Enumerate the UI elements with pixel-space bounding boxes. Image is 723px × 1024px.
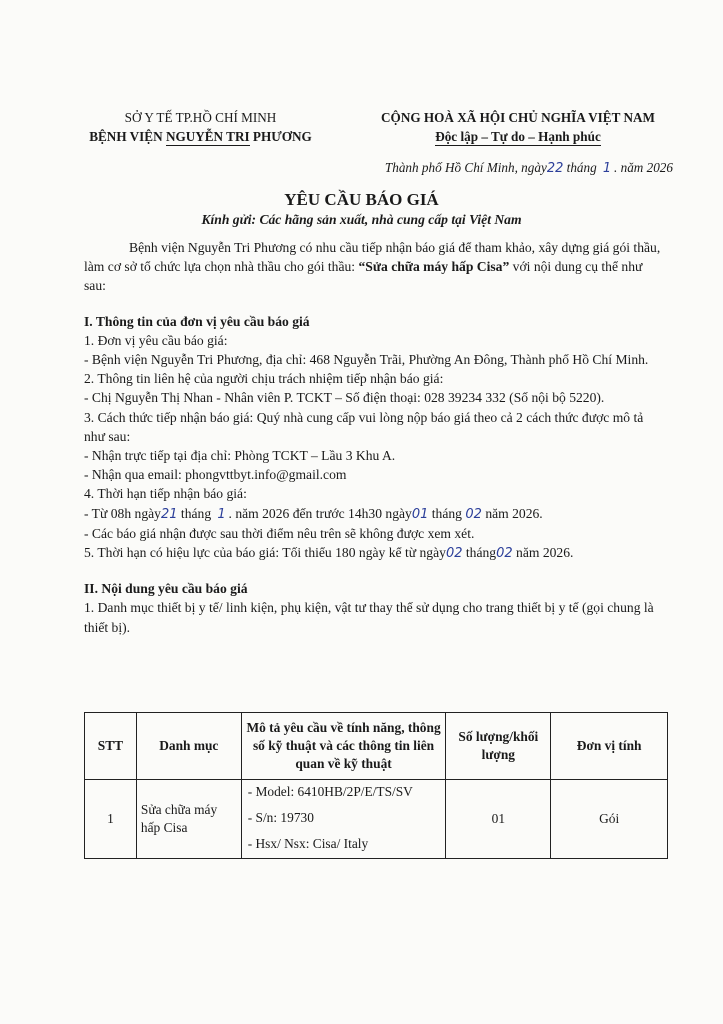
date-prefix: Thành phố Hồ Chí Minh, ngày (384, 160, 547, 175)
document-title: YÊU CẦU BÁO GIÁ (284, 190, 439, 209)
national-motto-text: Độc lập – Tự do – Hạnh phúc (435, 129, 601, 144)
section-1-item-2a: - Chị Nguyễn Thị Nhan - Nhân viên P. TCKT – Số điện thoại: 028 39234 332 (Số nội bộ 5220). (84, 390, 605, 406)
end-day-handwritten: 01 (411, 506, 429, 522)
document-recipient: Kính gửi: Các hãng sản xuất, nhà cung cấp tại Việt Nam (201, 212, 522, 227)
desc-model: - Model: 6410HB/2P/E/TS/SV (247, 784, 413, 799)
intro-text: Bệnh viện Nguyễn Tri Phương có nhu cầu tiếp nhận báo giá để tham khảo, xây dựng giá gói thầu, làm cơ sở tổ chức lựa chọn nhà thầu cho gói thầu: (84, 240, 661, 275)
start-month-handwritten: 1 (217, 506, 226, 522)
deadline-text-2: tháng (177, 505, 215, 521)
national-motto (360, 127, 676, 146)
validity-text-1: 5. Thời hạn có hiệu lực của báo giá: Tối thiểu 180 ngày kể từ ngày (84, 545, 446, 561)
table-header-row (85, 713, 668, 780)
deadline-text-1: - Từ 08h ngày (84, 505, 161, 521)
hospital-name-part1: BỆNH VIỆN (89, 129, 166, 144)
header-right (360, 108, 676, 146)
intro-paragraph (84, 238, 666, 296)
start-day-handwritten: 21 (160, 506, 178, 522)
section-2-item-1: 1. Danh mục thiết bị y tế/ linh kiện, phụ kiện, vật tư thay thế sử dụng cho trang thiết bị y tế (gọi chung là thiết bị). (84, 600, 654, 635)
header-unit: Đơn vị tính (551, 713, 668, 780)
package-name: “Sửa chữa máy hấp Cisa” (358, 259, 510, 275)
cell-item: Sửa chữa máy hấp Cisa (136, 780, 241, 859)
cell-quantity: 01 (446, 780, 551, 859)
deadline-text-5: năm 2026. (481, 505, 543, 521)
section-1-item-4b: - Các báo giá nhận được sau thời điểm nêu trên sẽ không được xem xét. (84, 525, 475, 541)
section-1-item-4: 4. Thời hạn tiếp nhận báo giá: (84, 486, 247, 502)
header-stt: STT (85, 713, 137, 780)
hospital-name-part3: PHƯƠNG (249, 129, 312, 144)
deadline-text-4: tháng (428, 505, 466, 521)
section-2-heading: II. Nội dung yêu cầu báo giá (84, 581, 248, 597)
cell-description (241, 780, 446, 859)
document-body (84, 238, 666, 637)
cell-unit: Gói (551, 780, 668, 859)
header-left (78, 108, 323, 146)
date-day-handwritten: 22 (546, 161, 564, 176)
deadline-text-3: . năm 2026 đến trước 14h30 ngày (228, 505, 412, 521)
equipment-table (84, 712, 668, 859)
section-1-item-3: 3. Cách thức tiếp nhận báo giá: Quý nhà cung cấp vui lòng nộp báo giá theo cả 2 cách thức được mô tả như sau: (84, 409, 644, 444)
hospital-name-underlined: NGUYỄN TRI (165, 129, 250, 144)
validity-text-2: tháng (462, 545, 497, 561)
section-1-item-3b: - Nhận qua email: phongvttbyt.info@gmail.com (84, 467, 347, 483)
national-title: CỘNG HOÀ XÃ HỘI CHỦ NGHĨA VIỆT NAM (381, 110, 655, 125)
header-item: Danh mục (136, 713, 241, 780)
section-1-item-3a: - Nhận trực tiếp tại địa chỉ: Phòng TCKT – Lầu 3 Khu A. (84, 448, 396, 464)
header-quantity: Số lượng/khối lượng (446, 713, 551, 780)
department-name: SỞ Y TẾ TP.HỒ CHÍ MINH (124, 110, 277, 125)
desc-manufacturer: - Hsx/ Nsx: Cisa/ Italy (247, 836, 369, 851)
desc-serial: - S/n: 19730 (247, 810, 314, 825)
section-1-item-5 (84, 543, 666, 563)
section-1-heading: I. Thông tin của đơn vị yêu cầu báo giá (84, 313, 310, 329)
cell-stt: 1 (85, 780, 137, 859)
section-1-item-2: 2. Thông tin liên hệ của người chịu trách nhiệm tiếp nhận báo giá: (84, 371, 444, 387)
section-1-item-1a: - Bệnh viện Nguyễn Tri Phương, địa chỉ: 468 Nguyễn Trãi, Phường An Đông, Thành phố Hồ Chí Minh. (84, 352, 649, 368)
date-year: . năm 2026 (614, 160, 673, 175)
hospital-name (78, 127, 323, 146)
date-month-handwritten: 1 (602, 161, 612, 176)
validity-text-3: năm 2026. (512, 545, 574, 561)
date-month-label: tháng (566, 160, 597, 175)
section-1-item-4a (84, 504, 666, 524)
section-1-item-1: 1. Đơn vị yêu cầu báo giá: (84, 332, 228, 348)
header-description: Mô tả yêu cầu về tính năng, thông số kỹ thuật và các thông tin liên quan về kỹ thuật (241, 713, 446, 780)
end-month-handwritten: 02 (465, 506, 482, 522)
date-line (385, 160, 673, 176)
validity-month-handwritten: 02 (496, 546, 513, 562)
table-row (85, 780, 668, 859)
validity-day-handwritten: 02 (445, 546, 463, 562)
intro-tail: với nội dung cụ thể như sau: (84, 259, 643, 294)
